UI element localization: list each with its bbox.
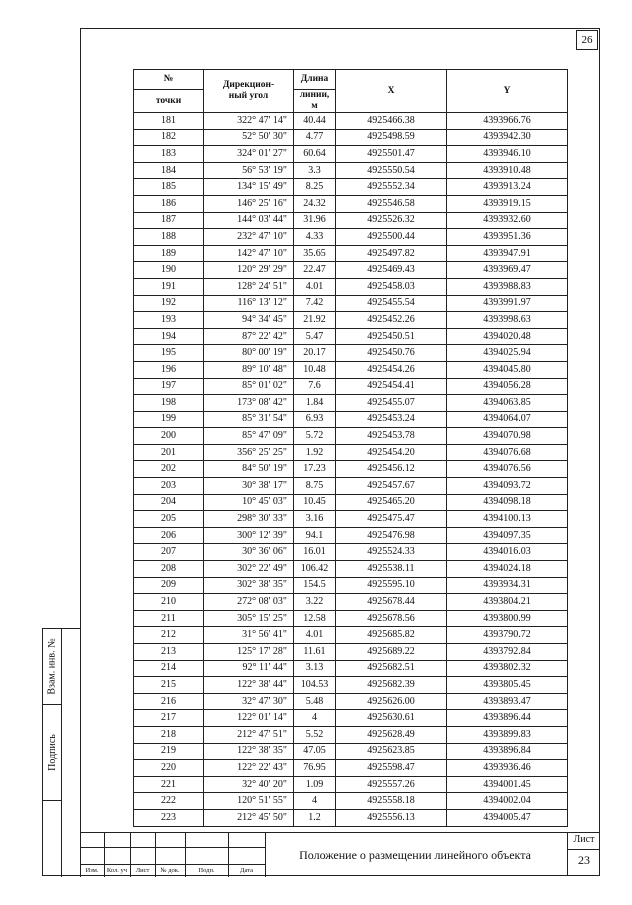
y-coord-cell: 4394020.48 — [447, 328, 568, 345]
y-coord-cell: 4393969.47 — [447, 262, 568, 279]
y-coord-cell: 4393966.76 — [447, 113, 568, 130]
direction-angle-cell: 120° 51' 55" — [204, 793, 294, 810]
x-coord-cell: 4925682.39 — [336, 677, 447, 694]
point-number-cell: 195 — [134, 345, 204, 362]
y-coord-cell: 4394001.45 — [447, 776, 568, 793]
length-cell: 47.05 — [294, 743, 336, 760]
x-coord-cell: 4925685.82 — [336, 627, 447, 644]
point-number-cell: 197 — [134, 378, 204, 395]
length-cell: 1.84 — [294, 395, 336, 412]
length-cell: 94.1 — [294, 527, 336, 544]
direction-angle-cell: 322° 47' 14" — [204, 113, 294, 130]
table-row — [134, 129, 568, 146]
table-row — [134, 726, 568, 743]
x-coord-cell: 4925469.43 — [336, 262, 447, 279]
direction-angle-cell: 30° 38' 17" — [204, 478, 294, 495]
x-coord-cell: 4925598.47 — [336, 760, 447, 777]
x-coord-cell: 4925689.22 — [336, 644, 447, 661]
point-number-cell: 218 — [134, 726, 204, 743]
length-cell: 1.09 — [294, 776, 336, 793]
table-row — [134, 229, 568, 246]
table-row — [134, 743, 568, 760]
y-coord-cell: 4393790.72 — [447, 627, 568, 644]
x-coord-cell: 4925453.78 — [336, 428, 447, 445]
stamp-col-list: Лист — [135, 867, 150, 874]
length-cell: 17.23 — [294, 461, 336, 478]
table-row — [134, 793, 568, 810]
table-row — [134, 179, 568, 196]
point-number-cell: 221 — [134, 776, 204, 793]
point-number-cell: 204 — [134, 494, 204, 511]
direction-angle-cell: 80° 00' 19" — [204, 345, 294, 362]
table-row — [134, 278, 568, 295]
x-coord-cell: 4925453.24 — [336, 411, 447, 428]
table-body — [134, 113, 568, 827]
x-coord-cell: 4925454.26 — [336, 361, 447, 378]
table-row — [134, 262, 568, 279]
length-cell: 76.95 — [294, 760, 336, 777]
stamp-col-izm: Изм. — [85, 867, 99, 874]
x-coord-cell: 4925526.32 — [336, 212, 447, 229]
length-cell: 22.47 — [294, 262, 336, 279]
table-row — [134, 478, 568, 495]
x-coord-cell: 4925498.59 — [336, 129, 447, 146]
point-number-cell: 211 — [134, 610, 204, 627]
length-cell: 8.75 — [294, 478, 336, 495]
point-number-cell: 191 — [134, 278, 204, 295]
point-number-cell: 215 — [134, 677, 204, 694]
table-row — [134, 113, 568, 130]
direction-angle-cell: 128° 24' 51" — [204, 278, 294, 295]
y-coord-cell: 4394076.56 — [447, 461, 568, 478]
direction-angle-cell: 84° 50' 19" — [204, 461, 294, 478]
table-row — [134, 594, 568, 611]
point-number-cell: 217 — [134, 710, 204, 727]
table-row — [134, 428, 568, 445]
y-coord-cell: 4394024.18 — [447, 561, 568, 578]
length-cell: 31.96 — [294, 212, 336, 229]
point-number-cell: 187 — [134, 212, 204, 229]
y-coord-cell: 4393893.47 — [447, 693, 568, 710]
y-coord-cell: 4393947.91 — [447, 245, 568, 262]
x-coord-cell: 4925450.51 — [336, 328, 447, 345]
direction-angle-cell: 92° 11' 44" — [204, 660, 294, 677]
length-cell: 154.5 — [294, 577, 336, 594]
y-coord-cell: 4393800.99 — [447, 610, 568, 627]
direction-angle-cell: 85° 31' 54" — [204, 411, 294, 428]
length-cell: 20.17 — [294, 345, 336, 362]
direction-angle-cell: 356° 25' 25" — [204, 444, 294, 461]
header-y: Y — [447, 70, 568, 113]
point-number-cell: 190 — [134, 262, 204, 279]
length-cell: 12.58 — [294, 610, 336, 627]
point-number-cell: 214 — [134, 660, 204, 677]
point-number-cell: 223 — [134, 809, 204, 826]
direction-angle-cell: 52° 50' 30" — [204, 129, 294, 146]
table-row — [134, 195, 568, 212]
direction-angle-cell: 125° 17' 28" — [204, 644, 294, 661]
table-row — [134, 527, 568, 544]
sheet-label: Лист — [573, 834, 595, 845]
length-cell: 5.52 — [294, 726, 336, 743]
y-coord-cell: 4394070.98 — [447, 428, 568, 445]
point-number-cell: 209 — [134, 577, 204, 594]
direction-angle-cell: 89° 10' 48" — [204, 361, 294, 378]
point-number-cell: 185 — [134, 179, 204, 196]
point-number-cell: 192 — [134, 295, 204, 312]
length-cell: 106.42 — [294, 561, 336, 578]
direction-angle-cell: 134° 15' 49" — [204, 179, 294, 196]
point-number-cell: 199 — [134, 411, 204, 428]
y-coord-cell: 4393932.60 — [447, 212, 568, 229]
table-row — [134, 411, 568, 428]
length-cell: 7.42 — [294, 295, 336, 312]
header-length-unit: линии, м — [294, 90, 336, 113]
vzam-inv-label: Взам. инв. № — [43, 629, 62, 705]
x-coord-cell: 4925630.61 — [336, 710, 447, 727]
point-number-cell: 200 — [134, 428, 204, 445]
point-number-cell: 186 — [134, 195, 204, 212]
y-coord-cell: 4393946.10 — [447, 146, 568, 163]
direction-angle-cell: 212° 45' 50" — [204, 809, 294, 826]
y-coord-cell: 4393919.15 — [447, 195, 568, 212]
point-number-cell: 198 — [134, 395, 204, 412]
point-number-cell: 207 — [134, 544, 204, 561]
direction-angle-cell: 324° 01' 27" — [204, 146, 294, 163]
point-number-cell: 206 — [134, 527, 204, 544]
length-cell: 4.01 — [294, 627, 336, 644]
x-coord-cell: 4925678.44 — [336, 594, 447, 611]
table-row — [134, 378, 568, 395]
table-row — [134, 345, 568, 362]
direction-angle-cell: 272° 08' 03" — [204, 594, 294, 611]
length-cell: 4.33 — [294, 229, 336, 246]
y-coord-cell: 4393802.32 — [447, 660, 568, 677]
length-cell: 8.25 — [294, 179, 336, 196]
direction-angle-cell: 94° 34' 45" — [204, 312, 294, 329]
length-cell: 40.44 — [294, 113, 336, 130]
direction-angle-cell: 298° 30' 33" — [204, 511, 294, 528]
table-row — [134, 627, 568, 644]
y-coord-cell: 4394002.04 — [447, 793, 568, 810]
x-coord-cell: 4925452.26 — [336, 312, 447, 329]
stamp-col-kol-uch: Кол. уч — [106, 867, 128, 874]
binding-strip — [42, 628, 80, 876]
direction-angle-cell: 122° 01' 14" — [204, 710, 294, 727]
direction-angle-cell: 116° 13' 12" — [204, 295, 294, 312]
x-coord-cell: 4925556.13 — [336, 809, 447, 826]
point-number-cell: 194 — [134, 328, 204, 345]
y-coord-cell: 4394063.85 — [447, 395, 568, 412]
point-number-cell: 220 — [134, 760, 204, 777]
length-cell: 1.2 — [294, 809, 336, 826]
point-number-cell: 196 — [134, 361, 204, 378]
point-number-cell: 213 — [134, 644, 204, 661]
y-coord-cell: 4393934.31 — [447, 577, 568, 594]
length-cell: 16.01 — [294, 544, 336, 561]
point-number-cell: 219 — [134, 743, 204, 760]
table-row — [134, 644, 568, 661]
y-coord-cell: 4394005.47 — [447, 809, 568, 826]
table-row — [134, 710, 568, 727]
header-number: № — [134, 70, 204, 90]
length-cell: 1.92 — [294, 444, 336, 461]
point-number-cell: 201 — [134, 444, 204, 461]
podpis-label: Подпись — [43, 705, 62, 801]
table-row — [134, 610, 568, 627]
length-cell: 60.64 — [294, 146, 336, 163]
x-coord-cell: 4925678.56 — [336, 610, 447, 627]
direction-angle-cell: 122° 38' 35" — [204, 743, 294, 760]
x-coord-cell: 4925628.49 — [336, 726, 447, 743]
length-cell: 21.92 — [294, 312, 336, 329]
table-row — [134, 544, 568, 561]
length-cell: 5.72 — [294, 428, 336, 445]
x-coord-cell: 4925456.12 — [336, 461, 447, 478]
direction-angle-cell: 173° 08' 42" — [204, 395, 294, 412]
length-cell: 10.45 — [294, 494, 336, 511]
table-row — [134, 312, 568, 329]
y-coord-cell: 4394056.28 — [447, 378, 568, 395]
direction-angle-cell: 146° 25' 16" — [204, 195, 294, 212]
x-coord-cell: 4925626.00 — [336, 693, 447, 710]
table-row — [134, 494, 568, 511]
table-row — [134, 212, 568, 229]
x-coord-cell: 4925501.47 — [336, 146, 447, 163]
direction-angle-cell: 120° 29' 29" — [204, 262, 294, 279]
direction-angle-cell: 32° 40' 20" — [204, 776, 294, 793]
point-number-cell: 189 — [134, 245, 204, 262]
length-cell: 3.3 — [294, 162, 336, 179]
x-coord-cell: 4925623.85 — [336, 743, 447, 760]
x-coord-cell: 4925450.76 — [336, 345, 447, 362]
header-point: точки — [134, 90, 204, 113]
point-number-cell: 202 — [134, 461, 204, 478]
table-row — [134, 561, 568, 578]
header-length: Длина — [294, 70, 336, 90]
x-coord-cell: 4925497.82 — [336, 245, 447, 262]
x-coord-cell: 4925524.33 — [336, 544, 447, 561]
table-row — [134, 162, 568, 179]
point-number-cell: 212 — [134, 627, 204, 644]
y-coord-cell: 4393896.44 — [447, 710, 568, 727]
length-cell: 6.93 — [294, 411, 336, 428]
sheet-number: 23 — [578, 853, 590, 867]
direction-angle-cell: 122° 22' 43" — [204, 760, 294, 777]
table-row — [134, 760, 568, 777]
table-row — [134, 809, 568, 826]
length-cell: 7.6 — [294, 378, 336, 395]
x-coord-cell: 4925552.34 — [336, 179, 447, 196]
length-cell: 4 — [294, 710, 336, 727]
length-cell: 24.32 — [294, 195, 336, 212]
x-coord-cell: 4925557.26 — [336, 776, 447, 793]
direction-angle-cell: 31° 56' 41" — [204, 627, 294, 644]
direction-angle-cell: 302° 38' 35" — [204, 577, 294, 594]
x-coord-cell: 4925454.20 — [336, 444, 447, 461]
sheet-box — [567, 832, 600, 876]
y-coord-cell: 4393792.84 — [447, 644, 568, 661]
point-number-cell: 222 — [134, 793, 204, 810]
y-coord-cell: 4394076.68 — [447, 444, 568, 461]
y-coord-cell: 4393942.30 — [447, 129, 568, 146]
y-coord-cell: 4393991.97 — [447, 295, 568, 312]
length-cell: 3.13 — [294, 660, 336, 677]
table-row — [134, 395, 568, 412]
x-coord-cell: 4925595.10 — [336, 577, 447, 594]
table-row — [134, 295, 568, 312]
page-number: 26 — [576, 30, 598, 50]
direction-angle-cell: 10° 45' 03" — [204, 494, 294, 511]
point-number-cell: 181 — [134, 113, 204, 130]
y-coord-cell: 4393998.63 — [447, 312, 568, 329]
direction-angle-cell: 32° 47' 30" — [204, 693, 294, 710]
y-coord-cell: 4394025.94 — [447, 345, 568, 362]
table-row — [134, 511, 568, 528]
length-cell: 5.48 — [294, 693, 336, 710]
point-number-cell: 210 — [134, 594, 204, 611]
x-coord-cell: 4925454.41 — [336, 378, 447, 395]
header-x: X — [336, 70, 447, 113]
point-number-cell: 182 — [134, 129, 204, 146]
x-coord-cell: 4925558.18 — [336, 793, 447, 810]
length-cell: 4.77 — [294, 129, 336, 146]
length-cell: 35.65 — [294, 245, 336, 262]
x-coord-cell: 4925500.44 — [336, 229, 447, 246]
direction-angle-cell: 144° 03' 44" — [204, 212, 294, 229]
direction-angle-cell: 305° 15' 25" — [204, 610, 294, 627]
length-cell: 104.53 — [294, 677, 336, 694]
direction-angle-cell: 122° 38' 44" — [204, 677, 294, 694]
x-coord-cell: 4925466.38 — [336, 113, 447, 130]
point-number-cell: 184 — [134, 162, 204, 179]
length-cell: 11.61 — [294, 644, 336, 661]
length-cell: 4 — [294, 793, 336, 810]
x-coord-cell: 4925465.20 — [336, 494, 447, 511]
title-block — [80, 832, 600, 876]
y-coord-cell: 4394098.18 — [447, 494, 568, 511]
table-row — [134, 361, 568, 378]
y-coord-cell: 4393910.48 — [447, 162, 568, 179]
direction-angle-cell: 30° 36' 06" — [204, 544, 294, 561]
y-coord-cell: 4393804.21 — [447, 594, 568, 611]
length-cell: 10.48 — [294, 361, 336, 378]
y-coord-cell: 4394016.03 — [447, 544, 568, 561]
point-number-cell: 208 — [134, 561, 204, 578]
length-cell: 3.22 — [294, 594, 336, 611]
y-coord-cell: 4394093.72 — [447, 478, 568, 495]
table-row — [134, 328, 568, 345]
stamp-col-doc-number: № док. — [160, 867, 180, 874]
table-row — [134, 660, 568, 677]
x-coord-cell: 4925475.47 — [336, 511, 447, 528]
point-number-cell: 188 — [134, 229, 204, 246]
y-coord-cell: 4393913.24 — [447, 179, 568, 196]
point-number-cell: 203 — [134, 478, 204, 495]
table-row — [134, 444, 568, 461]
y-coord-cell: 4393899.83 — [447, 726, 568, 743]
direction-angle-cell: 300° 12' 39" — [204, 527, 294, 544]
y-coord-cell: 4393936.46 — [447, 760, 568, 777]
point-number-cell: 216 — [134, 693, 204, 710]
length-cell: 5.47 — [294, 328, 336, 345]
y-coord-cell: 4394100.13 — [447, 511, 568, 528]
table-row — [134, 146, 568, 163]
x-coord-cell: 4925546.58 — [336, 195, 447, 212]
direction-angle-cell: 142° 47' 10" — [204, 245, 294, 262]
y-coord-cell: 4394064.07 — [447, 411, 568, 428]
direction-angle-cell: 302° 22' 49" — [204, 561, 294, 578]
y-coord-cell: 4393805.45 — [447, 677, 568, 694]
y-coord-cell: 4393951.36 — [447, 229, 568, 246]
x-coord-cell: 4925682.51 — [336, 660, 447, 677]
stamp-col-data: Дата — [240, 867, 253, 874]
direction-angle-cell: 85° 01' 02" — [204, 378, 294, 395]
direction-angle-cell: 85° 47' 09" — [204, 428, 294, 445]
length-cell: 3.16 — [294, 511, 336, 528]
direction-angle-cell: 212° 47' 51" — [204, 726, 294, 743]
direction-angle-cell: 56° 53' 19" — [204, 162, 294, 179]
table-row — [134, 461, 568, 478]
x-coord-cell: 4925455.07 — [336, 395, 447, 412]
direction-angle-cell: 87° 22' 42" — [204, 328, 294, 345]
strip-empty-cell — [43, 801, 62, 877]
header-direction-angle: Дирекцион- ный угол — [204, 70, 294, 113]
point-number-cell: 183 — [134, 146, 204, 163]
x-coord-cell: 4925538.11 — [336, 561, 447, 578]
x-coord-cell: 4925458.03 — [336, 278, 447, 295]
document-title: Положение о размещении линейного объекта — [299, 847, 531, 862]
table-row — [134, 693, 568, 710]
y-coord-cell: 4394045.80 — [447, 361, 568, 378]
x-coord-cell: 4925476.98 — [336, 527, 447, 544]
direction-angle-cell: 232° 47' 10" — [204, 229, 294, 246]
point-number-cell: 205 — [134, 511, 204, 528]
length-cell: 4.01 — [294, 278, 336, 295]
x-coord-cell: 4925550.54 — [336, 162, 447, 179]
y-coord-cell: 4393988.83 — [447, 278, 568, 295]
x-coord-cell: 4925457.67 — [336, 478, 447, 495]
y-coord-cell: 4394097.35 — [447, 527, 568, 544]
x-coord-cell: 4925455.54 — [336, 295, 447, 312]
stamp-col-podp: Подп. — [198, 867, 215, 874]
coordinates-table — [133, 69, 568, 827]
y-coord-cell: 4393896.84 — [447, 743, 568, 760]
table-row — [134, 577, 568, 594]
table-row — [134, 677, 568, 694]
table-row — [134, 776, 568, 793]
point-number-cell: 193 — [134, 312, 204, 329]
table-row — [134, 245, 568, 262]
